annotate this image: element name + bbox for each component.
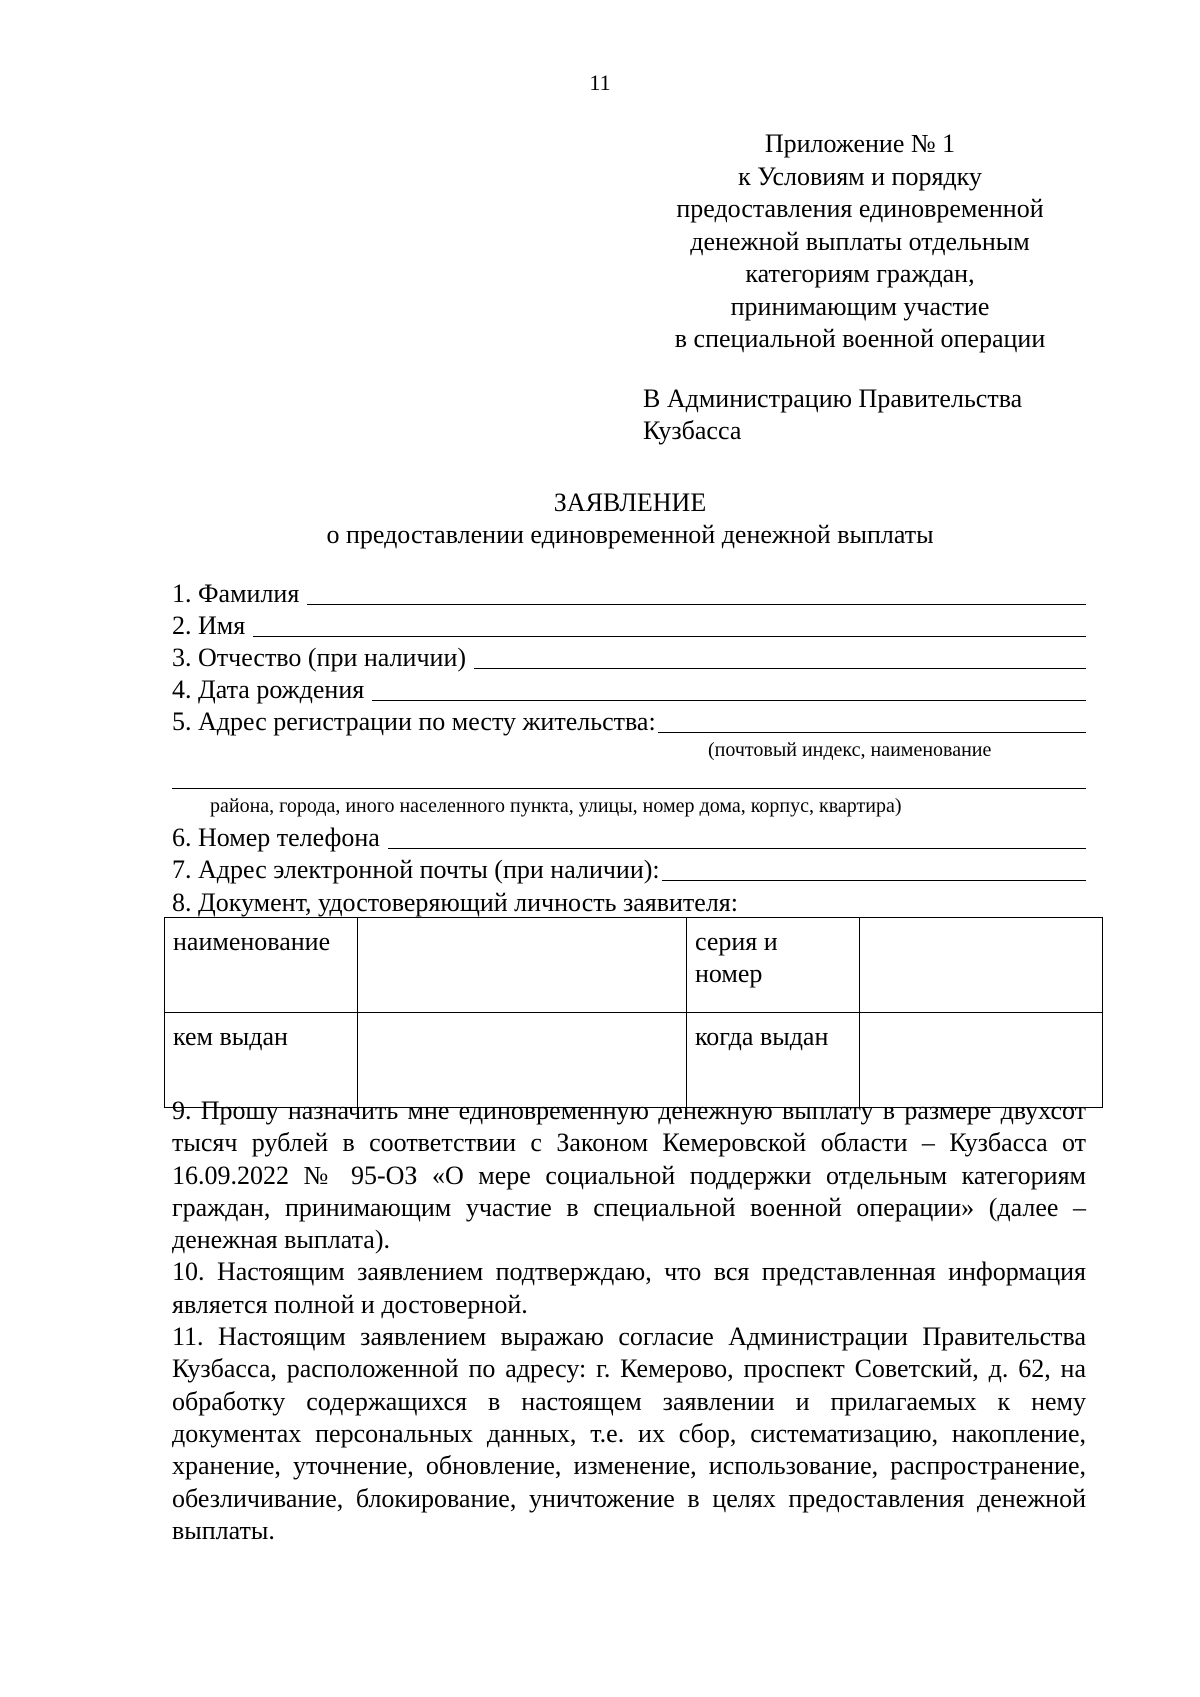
- appendix-line: денежной выплаты отдельным: [690, 226, 1030, 256]
- paragraph-11: 11. Настоящим заявлением выражаю согласие Администрации Правительства Кузбасса, расположенной по адресу: г. Кемерово, проспект Советский, д. 62, на обработку содержащихся в настоящем заявлении и прилагаемых к нему документах персональных данных, т.е. их сбор, систематизацию, накопление, хранение, уточнение, обновление, изменение, использование, распространение, обезличивание, блокирование, уничтожение в целях предоставления денежной выплаты.: [172, 1322, 1086, 1545]
- identity-document-heading: 8. Документ, удостоверяющий личность заявителя:: [172, 888, 738, 917]
- first-name-field[interactable]: [172, 610, 1086, 642]
- appendix-line: предоставления единовременной: [676, 194, 1044, 223]
- page-number: 11: [589, 70, 611, 95]
- document-name-value-cell[interactable]: [358, 918, 687, 1013]
- issued-date-label-cell: [687, 1013, 860, 1108]
- issued-date-value-cell[interactable]: [860, 1013, 1103, 1108]
- patronymic-label: 3. Отчество (при наличии): [172, 643, 467, 672]
- patronymic-field[interactable]: [172, 642, 1086, 674]
- phone-blank-line[interactable]: [388, 848, 1086, 849]
- first-name-label: 2. Имя: [172, 611, 246, 640]
- addressee-line: В Администрацию Правительства: [643, 384, 1023, 413]
- issued-by-value-cell[interactable]: [358, 1013, 687, 1108]
- address-field[interactable]: [172, 706, 1086, 738]
- paragraph-9: 9. Прошу назначить мне единовременную денежную выплату в размере двухсот тысяч рублей в соответствии с Законом Кемеровской области – Кузбасса от 16.09.2022 № 95-ОЗ «О мере социальной поддержки отдельным категориям граждан, принимающим участие в специальной военной операции» (далее – денежная выплата).: [172, 1096, 1086, 1255]
- appendix-header: [640, 128, 1080, 356]
- statement-body: [172, 1095, 1086, 1547]
- document-series-label: серия и: [695, 927, 778, 956]
- table-row: [165, 1013, 1103, 1108]
- document-series-label-cell: [687, 918, 860, 1013]
- email-label: 7. Адрес электронной почты (при наличии):: [172, 855, 660, 884]
- birth-date-blank-line[interactable]: [372, 700, 1086, 701]
- address-label: 5. Адрес регистрации по месту жительства:: [172, 707, 656, 736]
- appendix-line: принимающим участие: [730, 291, 990, 321]
- phone-label: 6. Номер телефона: [172, 823, 380, 852]
- surname-label: 1. Фамилия: [172, 579, 300, 608]
- document-name-label-cell: [165, 918, 358, 1013]
- identity-document-table: [164, 917, 1103, 1108]
- addressee: [643, 383, 1103, 447]
- appendix-line: категориям граждан,: [745, 259, 975, 288]
- surname-field[interactable]: [172, 578, 1086, 610]
- addressee-line: Кузбасса: [643, 416, 742, 445]
- email-blank-line[interactable]: [662, 880, 1086, 881]
- address-blank-line[interactable]: [658, 732, 1086, 733]
- patronymic-blank-line[interactable]: [474, 668, 1086, 669]
- issued-by-label: кем выдан: [173, 1022, 288, 1051]
- birth-date-field[interactable]: [172, 674, 1086, 706]
- surname-blank-line[interactable]: [307, 604, 1086, 605]
- document-title: ЗАЯВЛЕНИЕ: [553, 488, 707, 517]
- issued-date-label: когда выдан: [695, 1022, 829, 1051]
- address-second-line[interactable]: [172, 788, 1086, 789]
- issued-by-label-cell: [165, 1013, 358, 1108]
- address-hint-2: района, города, иного населенного пункта, улицы, номер дома, корпус, квартира): [210, 795, 902, 817]
- appendix-line: к Условиям и порядку: [738, 161, 982, 191]
- birth-date-label: 4. Дата рождения: [172, 675, 365, 704]
- phone-field[interactable]: [172, 822, 1086, 854]
- document-series-label: номер: [695, 959, 763, 988]
- first-name-blank-line[interactable]: [253, 636, 1086, 637]
- document-name-label: наименование: [173, 927, 331, 956]
- document-series-value-cell[interactable]: [860, 918, 1103, 1013]
- paragraph-10: 10. Настоящим заявлением подтверждаю, что вся представленная информация является полной и достоверной.: [172, 1257, 1086, 1319]
- address-hint-1: (почтовый индекс, наименование: [708, 739, 992, 761]
- table-row: [165, 918, 1103, 1013]
- email-field[interactable]: [172, 854, 1086, 886]
- document-subtitle: о предоставлении единовременной денежной выплаты: [326, 520, 934, 549]
- appendix-line: Приложение № 1: [764, 129, 956, 158]
- appendix-line: в специальной военной операции: [674, 324, 1046, 353]
